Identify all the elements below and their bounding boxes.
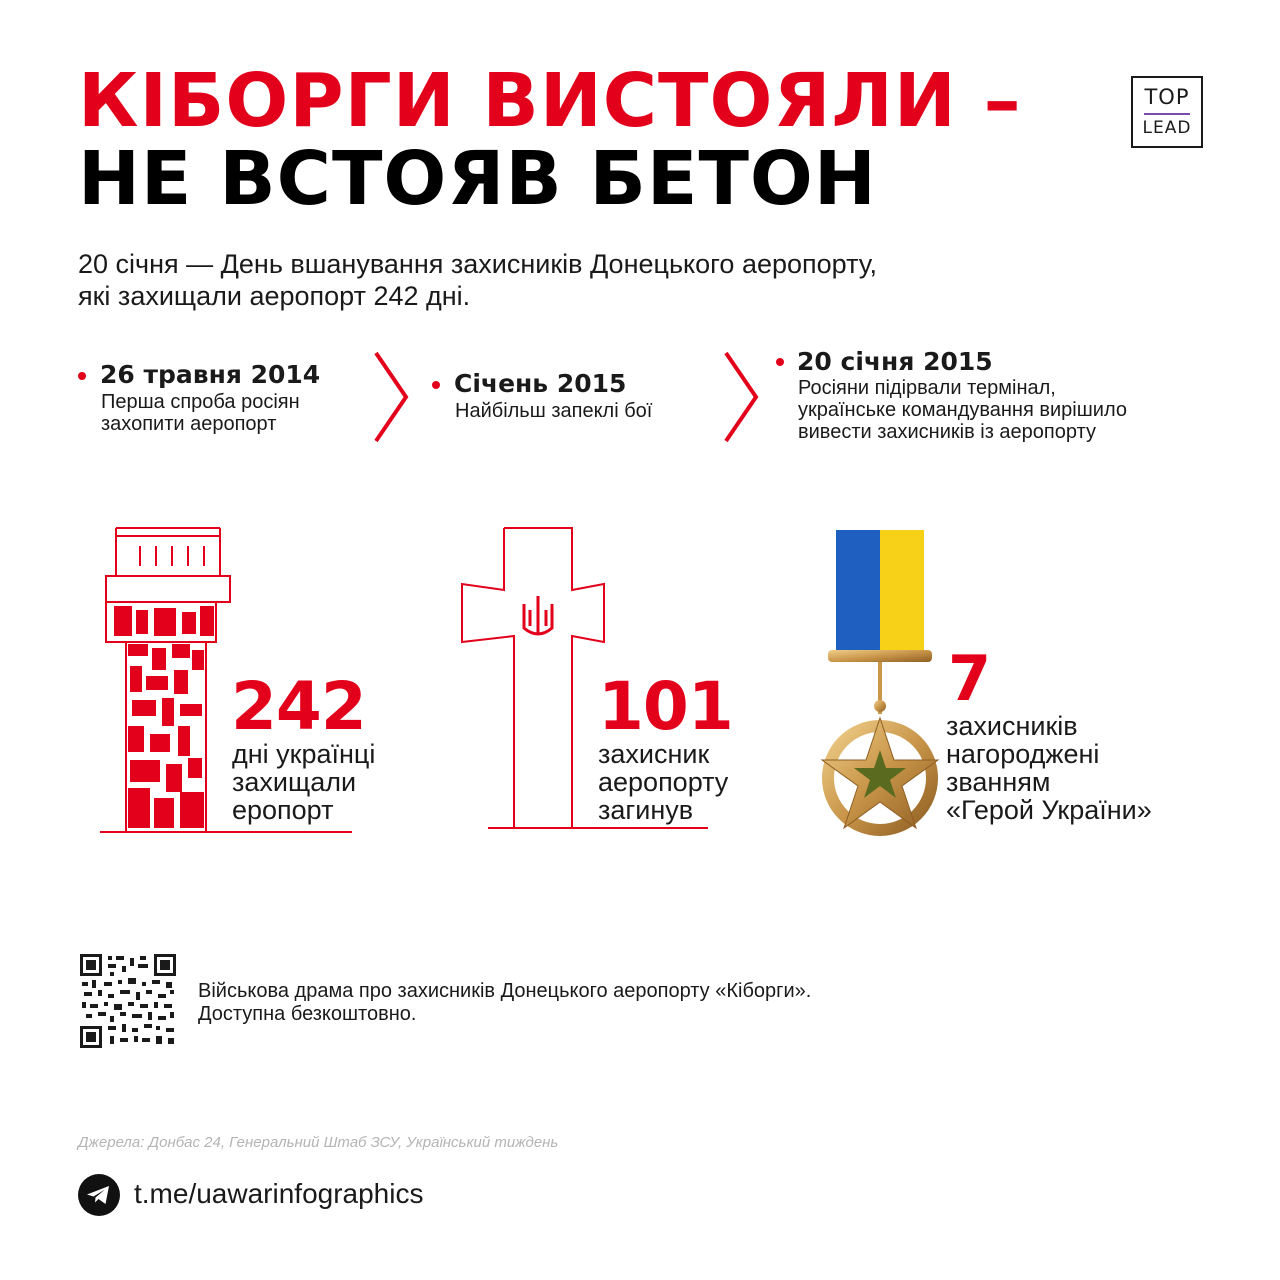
intro-line-2: які захищали аеропорт 242 дні. [78, 281, 471, 311]
stat-3-line-1: захисників [946, 711, 1078, 741]
stat-value-1: 242 [231, 668, 366, 745]
sources-text: Джерела: Донбас 24, Генеральний Штаб ЗСУ, Український тиждень [78, 1134, 559, 1151]
timeline-dot-1 [78, 372, 86, 380]
stat-3-line-3: званням [946, 767, 1051, 797]
promo-line-1: Військова драма про захисників Донецького аеропорту «Кіборги». [198, 980, 812, 1002]
timeline-desc-2-line-1: Найбільш запеклі бої [455, 400, 653, 422]
logo-top-text: TOP [1144, 85, 1190, 109]
timeline-desc-2 [455, 400, 652, 422]
stat-3-line-2: нагороджені [946, 739, 1100, 769]
stat-3-line-4: «Герой України» [946, 795, 1152, 825]
timeline-desc-1-line-1: Перша спроба росіян [101, 391, 300, 413]
timeline-desc-3-line-3: вивести захисників із аеропорту [798, 421, 1096, 443]
stat-text-3 [946, 712, 1152, 824]
promo-text [198, 980, 811, 1026]
timeline-desc-1 [101, 391, 300, 435]
chevron-right-icon-2 [722, 350, 762, 444]
logo-lead-text: LEAD [1142, 118, 1192, 138]
intro-line-1: 20 січня — День вшанування захисників Донецького аеропорту, [78, 249, 878, 279]
telegram-link[interactable]: t.me/uawarinfographics [134, 1178, 424, 1209]
stat-value-3: 7 [948, 642, 991, 715]
stat-1-line-2: захищали [232, 767, 357, 797]
title-line-1: КІБОРГИ ВИСТОЯЛИ – [78, 58, 1022, 144]
hero-star-medal-icon [820, 528, 940, 836]
timeline-date-2: Січень 2015 [454, 369, 627, 398]
chevron-right-icon-1 [372, 350, 412, 444]
timeline-desc-3 [798, 377, 1127, 443]
stat-1-line-3: еропорт [232, 795, 334, 825]
intro-text [78, 248, 877, 312]
telegram-icon[interactable] [78, 1174, 120, 1216]
timeline-dot-2 [432, 381, 440, 389]
stat-value-2: 101 [598, 668, 733, 745]
promo-line-2: Доступна безкоштовно. [198, 1003, 417, 1025]
qr-code[interactable] [80, 954, 176, 1048]
stat-2-line-2: аеропорту [598, 767, 729, 797]
timeline-dot-3 [776, 358, 784, 366]
stat-text-2 [598, 740, 728, 824]
stat-2-line-3: загинув [598, 795, 694, 825]
stat-text-1 [232, 740, 375, 824]
timeline-date-3: 20 січня 2015 [797, 347, 993, 376]
stat-1-line-1: дні українці [232, 739, 376, 769]
timeline-date-1: 26 травня 2014 [100, 360, 321, 389]
logo-divider [1144, 113, 1190, 115]
stat-2-line-1: захисник [598, 739, 710, 769]
timeline-desc-3-line-1: Росіяни підірвали термінал, [798, 377, 1056, 399]
title-line-2: НЕ ВСТОЯВ БЕТОН [78, 136, 877, 222]
top-lead-logo [1131, 76, 1203, 148]
timeline-desc-1-line-2: захопити аеропорт [101, 413, 277, 435]
timeline-desc-3-line-2: українське командування вирішило [798, 399, 1127, 421]
